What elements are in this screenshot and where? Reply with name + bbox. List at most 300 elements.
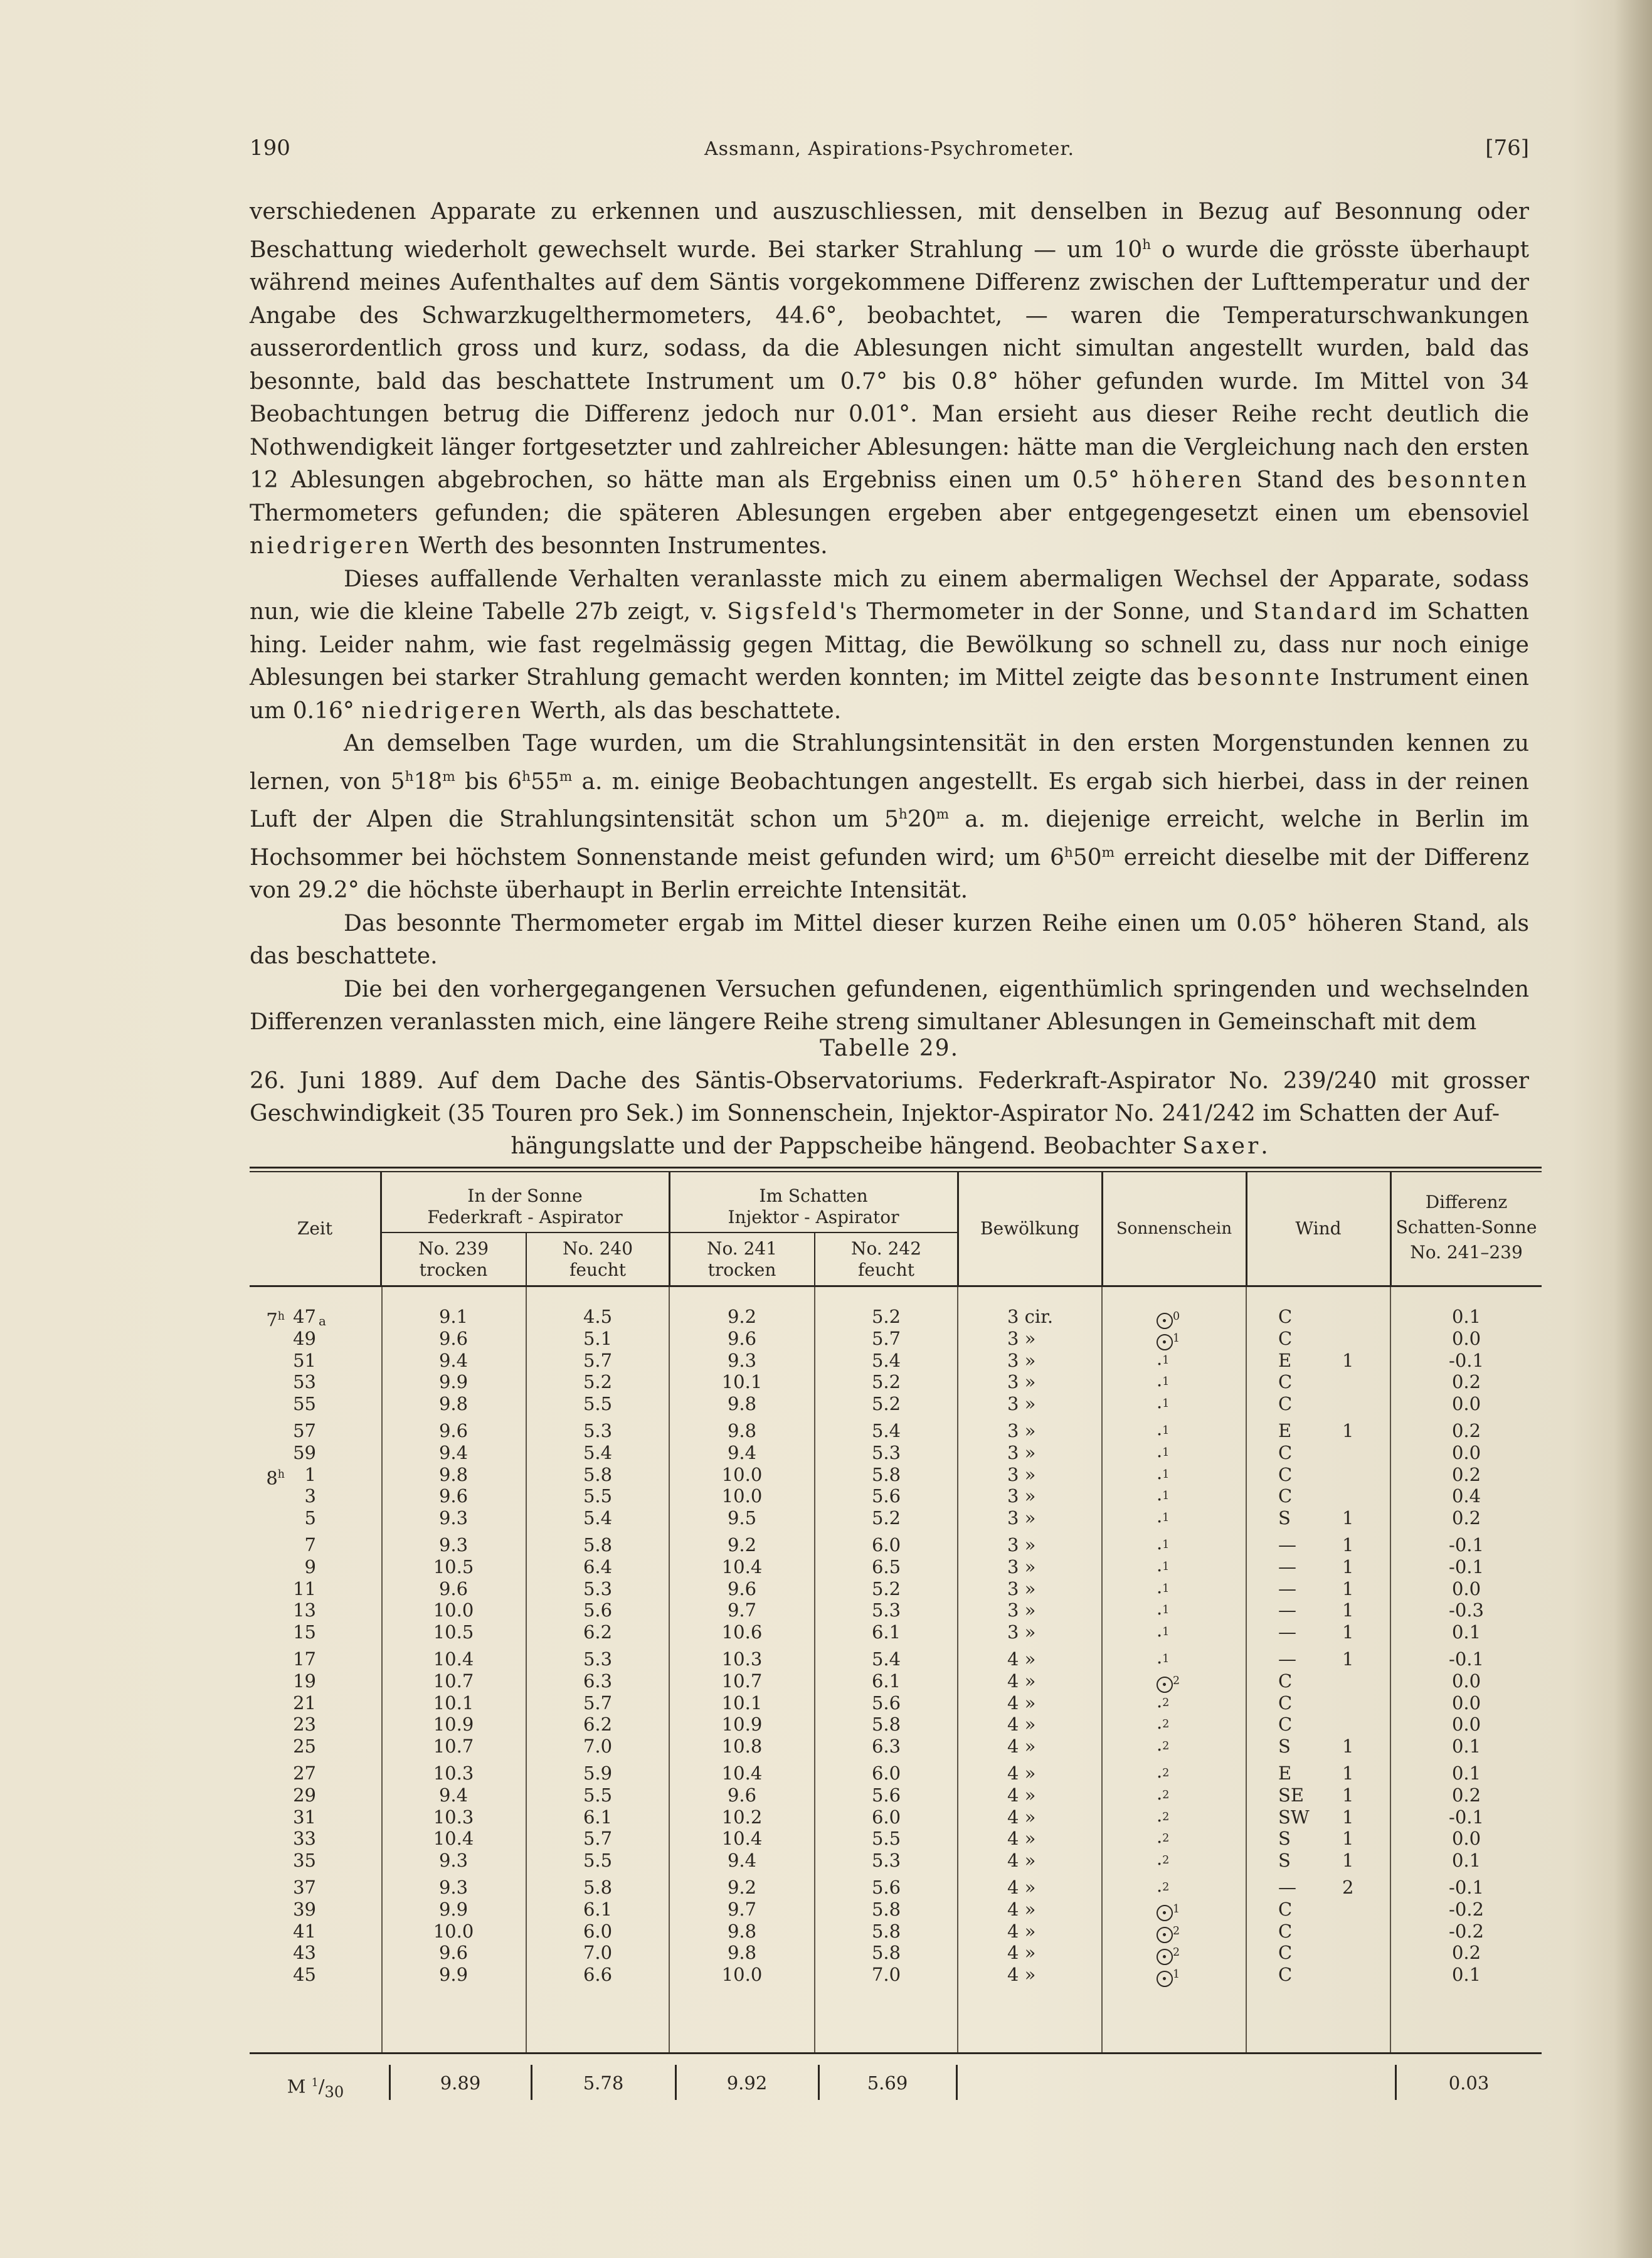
differenz-value: 0.4 [1451, 1485, 1481, 1507]
value-242: 6.3 [871, 1736, 901, 1757]
value-240: 5.4 [583, 1441, 613, 1463]
value-242: 7.0 [871, 1964, 901, 1986]
bewoelkung-value: 4 » [1007, 1714, 1036, 1736]
sonnenschein-value: 2 [1157, 1670, 1232, 1695]
value-239: 9.3 [438, 1507, 469, 1529]
sonnenschein-value: 2 [1157, 1942, 1232, 1967]
value-241: 9.8 [727, 1920, 757, 1942]
value-239: 9.6 [438, 1942, 469, 1964]
value-240: 5.8 [583, 1877, 613, 1898]
bewoelkung-value: 3 cir. [1007, 1306, 1054, 1327]
wind-direction: C [1278, 1898, 1293, 1920]
bewoelkung-value: 4 » [1007, 1762, 1036, 1784]
body-text [250, 196, 1529, 1039]
section-number: [76] [1485, 135, 1529, 161]
value-240: 6.1 [583, 1898, 613, 1920]
value-241: 9.5 [727, 1507, 757, 1529]
value-241: 9.6 [727, 1577, 757, 1599]
value-241: 9.6 [727, 1784, 757, 1806]
value-242: 5.2 [871, 1371, 901, 1393]
value-241: 10.4 [721, 1762, 763, 1784]
sonnenschein-value: ·$^2$ [1157, 1695, 1170, 1717]
value-242: 5.2 [871, 1306, 901, 1327]
value-240: 6.2 [583, 1621, 613, 1643]
value-239: 10.5 [433, 1556, 474, 1577]
col-schatten-sub: Injektor - Aspirator [728, 1207, 899, 1227]
wind-direction: C [1278, 1306, 1293, 1327]
value-241: 10.7 [721, 1670, 763, 1692]
paragraph: Die bei den vorhergegangenen Versuchen gefundenen, eigenthümlich springenden und wechselnden Differenzen veranlassten mich, eine längere Reihe streng simultaner Ablesungen in Gemeinschaft mit dem [250, 976, 1529, 1035]
col-differenz-sub2: No. 241–239 [1410, 1242, 1523, 1263]
value-239: 10.5 [433, 1621, 474, 1643]
time-minute: 43 [293, 1942, 316, 1964]
value-242: 5.4 [871, 1349, 901, 1371]
differenz-value: 0.2 [1451, 1463, 1481, 1485]
value-241: 9.8 [727, 1942, 757, 1964]
value-242: 6.0 [871, 1762, 901, 1784]
wind-force: 1 [1342, 1828, 1354, 1850]
differenz-value: -0.1 [1449, 1556, 1484, 1577]
differenz-value: -0.1 [1449, 1806, 1484, 1828]
value-240: 5.3 [583, 1648, 613, 1670]
sonnenschein-value: ·$^1$ [1157, 1625, 1170, 1646]
value-240: 4.5 [583, 1306, 613, 1327]
book-spine-shadow [1614, 0, 1652, 2258]
table-top-rule-2 [250, 1171, 1542, 1172]
wind-direction: C [1278, 1441, 1293, 1463]
value-241: 9.7 [727, 1898, 757, 1920]
bewoelkung-value: 4 » [1007, 1920, 1036, 1942]
bewoelkung-value: 4 » [1007, 1692, 1036, 1714]
value-239: 9.8 [438, 1393, 469, 1415]
value-240: 5.7 [583, 1828, 613, 1850]
differenz-value: 0.0 [1451, 1828, 1481, 1850]
wind-force: 1 [1342, 1420, 1354, 1441]
value-242: 5.3 [871, 1850, 901, 1872]
sonnenschein-value: ·$^2$ [1157, 1853, 1170, 1875]
value-239: 9.8 [438, 1463, 469, 1485]
value-240: 6.2 [583, 1714, 613, 1736]
value-242: 5.6 [871, 1692, 901, 1714]
value-239: 10.0 [433, 1920, 474, 1942]
wind-direction: — [1278, 1556, 1296, 1577]
bewoelkung-value: 4 » [1007, 1648, 1036, 1670]
bewoelkung-value: 3 » [1007, 1485, 1036, 1507]
bewoelkung-value: 3 » [1007, 1349, 1036, 1371]
bewoelkung-value: 3 » [1007, 1534, 1036, 1556]
col-239-sub: trocken [419, 1259, 488, 1280]
value-242: 6.1 [871, 1670, 901, 1692]
time-minute: 45 [293, 1964, 316, 1986]
value-241: 9.4 [727, 1850, 757, 1872]
value-241: 10.0 [721, 1964, 763, 1986]
col-242-sub: feucht [858, 1259, 914, 1280]
sonnenschein-value: ·$^1$ [1157, 1396, 1170, 1418]
wind-force: 1 [1342, 1850, 1354, 1872]
sonnenschein-value: 1 [1157, 1899, 1232, 1924]
running-header [250, 135, 1529, 167]
value-240: 5.5 [583, 1784, 613, 1806]
mean-240: 5.78 [583, 2072, 624, 2094]
value-240: 5.4 [583, 1507, 613, 1529]
value-241: 9.2 [727, 1534, 757, 1556]
sun-icon [1157, 1313, 1173, 1329]
value-239: 9.9 [438, 1964, 469, 1986]
value-241: 9.4 [727, 1441, 757, 1463]
col-differenz: Differenz [1425, 1192, 1508, 1212]
wind-direction: C [1278, 1942, 1293, 1964]
time-hour: 7$^h$ [266, 1309, 285, 1331]
time-minute: 25 [293, 1736, 316, 1757]
differenz-value: 0.0 [1451, 1393, 1481, 1415]
wind-force: 1 [1342, 1648, 1354, 1670]
differenz-value: 0.2 [1451, 1942, 1481, 1964]
wind-direction: S [1278, 1850, 1291, 1872]
bewoelkung-value: 3 » [1007, 1327, 1036, 1349]
vrule [1246, 1287, 1247, 2052]
value-240: 5.5 [583, 1485, 613, 1507]
bewoelkung-value: 3 » [1007, 1507, 1036, 1529]
differenz-value: 0.1 [1451, 1964, 1481, 1986]
bewoelkung-value: 4 » [1007, 1850, 1036, 1872]
value-241: 9.2 [727, 1877, 757, 1898]
value-241: 9.3 [727, 1349, 757, 1371]
table-description [250, 1065, 1529, 1163]
wind-direction: S [1278, 1507, 1291, 1529]
sonnenschein-value: ·$^1$ [1157, 1537, 1170, 1559]
differenz-value: 0.2 [1451, 1784, 1481, 1806]
value-242: 5.8 [871, 1920, 901, 1942]
sonnenschein-value: 0 [1157, 1306, 1232, 1331]
sonnenschein-value: ·$^2$ [1157, 1766, 1170, 1788]
wind-direction: — [1278, 1577, 1296, 1599]
value-242: 5.4 [871, 1420, 901, 1441]
sonnenschein-value: ·$^1$ [1157, 1467, 1170, 1489]
paragraph: Das besonnte Thermometer ergab im Mittel dieser kurzen Reihe einen um 0.05° höheren Stand, als das beschattete. [250, 910, 1529, 969]
wind-direction: C [1278, 1692, 1293, 1714]
value-241: 9.8 [727, 1393, 757, 1415]
differenz-value: -0.1 [1449, 1349, 1484, 1371]
wind-direction: C [1278, 1964, 1293, 1986]
value-239: 10.4 [433, 1648, 474, 1670]
value-240: 5.8 [583, 1463, 613, 1485]
time-minute: 15 [293, 1621, 316, 1643]
value-240: 5.9 [583, 1762, 613, 1784]
value-239: 9.4 [438, 1784, 469, 1806]
sonnenschein-value: 1 [1157, 1964, 1232, 1989]
value-240: 5.6 [583, 1599, 613, 1621]
value-241: 10.4 [721, 1828, 763, 1850]
col-241-sub: trocken [707, 1259, 776, 1280]
wind-direction: S [1278, 1736, 1291, 1757]
value-242: 5.2 [871, 1507, 901, 1529]
value-240: 6.3 [583, 1670, 613, 1692]
value-239: 9.9 [438, 1371, 469, 1393]
sonnenschein-value: ·$^1$ [1157, 1375, 1170, 1397]
wind-force: 1 [1342, 1806, 1354, 1828]
col-wind: Wind [1295, 1218, 1342, 1239]
value-240: 6.4 [583, 1556, 613, 1577]
bewoelkung-value: 4 » [1007, 1898, 1036, 1920]
value-241: 9.8 [727, 1420, 757, 1441]
time-minute: 33 [293, 1828, 316, 1850]
wind-direction: SE [1278, 1784, 1305, 1806]
bewoelkung-value: 3 » [1007, 1577, 1036, 1599]
vrule [1101, 1287, 1103, 2052]
sonnenschein-value: 2 [1157, 1921, 1232, 1946]
wind-direction: E [1278, 1762, 1292, 1784]
sonnenschein-value: ·$^1$ [1157, 1510, 1170, 1532]
wind-direction: C [1278, 1463, 1293, 1485]
col-240: No. 240 [562, 1238, 633, 1259]
value-242: 5.5 [871, 1828, 901, 1850]
wind-direction: — [1278, 1599, 1296, 1621]
wind-force: 1 [1342, 1784, 1354, 1806]
time-minute: 29 [293, 1784, 316, 1806]
value-242: 5.8 [871, 1898, 901, 1920]
value-240: 5.2 [583, 1371, 613, 1393]
value-242: 5.8 [871, 1463, 901, 1485]
time-minute: 21 [293, 1692, 316, 1714]
time-minute: 5 [304, 1507, 316, 1529]
value-242: 6.5 [871, 1556, 901, 1577]
value-240: 5.3 [583, 1420, 613, 1441]
time-minute: 31 [293, 1806, 316, 1828]
wind-force: 1 [1342, 1621, 1354, 1643]
sun-icon [1157, 1334, 1173, 1350]
value-241: 10.2 [721, 1806, 763, 1828]
value-239: 10.1 [433, 1692, 474, 1714]
wind-force: 1 [1342, 1599, 1354, 1621]
value-241: 10.1 [721, 1371, 763, 1393]
bewoelkung-value: 3 » [1007, 1463, 1036, 1485]
bewoelkung-value: 3 » [1007, 1441, 1036, 1463]
time-minute: 9 [304, 1556, 316, 1577]
wind-direction: C [1278, 1327, 1293, 1349]
wind-force: 1 [1342, 1507, 1354, 1529]
time-minute: 7 [304, 1534, 316, 1556]
time-minute: 19 [293, 1670, 316, 1692]
time-minute: 3 [304, 1485, 316, 1507]
value-241: 10.0 [721, 1485, 763, 1507]
time-minute: 57 [293, 1420, 316, 1441]
col-differenz-sub: Schatten-Sonne [1395, 1217, 1537, 1238]
col-240-sub: feucht [569, 1259, 626, 1280]
paragraph: verschiedenen Apparate zu erkennen und auszuschliessen, mit denselben in Bezug auf Besonnung oder Beschattung wiederholt gewechselt wurde. Bei starker Strahlung — um 10$^h$ o wurde die grösste überhaupt während meines Aufenthaltes auf dem Säntis vorgekommene Differenz zwischen der Lufttemperatur und der Angabe des Schwarzkugelthermometers, 44.6°, beobachtet, — waren die Temperaturschwankungen ausserordentlich gross und kurz, sodass, da die Ablesungen nicht simultan angestellt wurden, bald das besonnte, bald das beschattete Instrument um 0.7° bis 0.8° höher gefunden wurde. Im Mittel von 34 Beobachtungen betrug die Differenz jedoch nur 0.01°. Man ersieht aus dieser Reihe recht deutlich die Nothwendigkeit länger fortgesetzter und zahlreicher Ablesungen: hätte man die Vergleichung nach den ersten 12 Ablesungen abgebrochen, so hätte man als Ergebniss einen um 0.5° höheren Stand des besonnten Thermometers gefunden; die späteren Ablesungen ergeben aber entgegengesetzt einen um ebensoviel niedrigeren Werth des besonnten Instrumentes. [250, 199, 1529, 559]
wind-direction: C [1278, 1714, 1293, 1736]
sonnenschein-value: ·$^1$ [1157, 1445, 1170, 1467]
bewoelkung-value: 3 » [1007, 1371, 1036, 1393]
value-240: 5.1 [583, 1327, 613, 1349]
sonnenschein-value: ·$^2$ [1157, 1739, 1170, 1761]
value-240: 5.5 [583, 1850, 613, 1872]
time-hour: 8$^h$ [266, 1467, 285, 1489]
value-241: 10.1 [721, 1692, 763, 1714]
table-title: Tabelle 29. [819, 1036, 960, 1061]
value-239: 10.0 [433, 1599, 474, 1621]
table-description-last-line: hängungslatte und der Pappscheibe hängend. Beobachter Saxer. [511, 1133, 1268, 1159]
value-240: 6.0 [583, 1920, 613, 1942]
bewoelkung-value: 4 » [1007, 1877, 1036, 1898]
differenz-value: 0.0 [1451, 1692, 1481, 1714]
value-239: 9.9 [438, 1898, 469, 1920]
differenz-value: 0.0 [1451, 1327, 1481, 1349]
col-sonne-sub: Federkraft - Aspirator [427, 1207, 623, 1227]
value-242: 5.6 [871, 1485, 901, 1507]
value-242: 5.6 [871, 1877, 901, 1898]
bewoelkung-value: 4 » [1007, 1828, 1036, 1850]
value-239: 9.6 [438, 1420, 469, 1441]
differenz-value: -0.2 [1449, 1920, 1484, 1942]
value-242: 6.0 [871, 1806, 901, 1828]
differenz-value: -0.1 [1449, 1648, 1484, 1670]
time-minute: 17 [293, 1648, 316, 1670]
mean-239: 9.89 [440, 2072, 481, 2094]
differenz-value: -0.1 [1449, 1877, 1484, 1898]
col-sonne: In der Sonne [467, 1185, 583, 1206]
col-239: No. 239 [418, 1238, 489, 1259]
sonnenschein-value: ·$^1$ [1157, 1423, 1170, 1445]
value-240: 6.1 [583, 1806, 613, 1828]
time-minute: 55 [293, 1393, 316, 1415]
col-zeit: Zeit [297, 1218, 333, 1239]
value-241: 10.4 [721, 1556, 763, 1577]
value-239: 9.3 [438, 1534, 469, 1556]
value-242: 5.7 [871, 1327, 901, 1349]
col-241: No. 241 [706, 1238, 778, 1259]
col-schatten: Im Schatten [759, 1185, 868, 1206]
sun-icon [1157, 1927, 1173, 1943]
value-239: 9.6 [438, 1327, 469, 1349]
value-242: 5.2 [871, 1577, 901, 1599]
table-caption [250, 1032, 1529, 1163]
sonnenschein-value: ·$^1$ [1157, 1353, 1170, 1375]
value-239: 9.6 [438, 1577, 469, 1599]
value-239: 9.4 [438, 1349, 469, 1371]
value-240: 5.7 [583, 1349, 613, 1371]
wind-direction: — [1278, 1621, 1296, 1643]
time-suffix: a [319, 1313, 326, 1328]
value-242: 5.3 [871, 1599, 901, 1621]
wind-direction: — [1278, 1534, 1296, 1556]
time-minute: 51 [293, 1349, 316, 1371]
bewoelkung-value: 4 » [1007, 1670, 1036, 1692]
value-241: 10.3 [721, 1648, 763, 1670]
value-240: 7.0 [583, 1942, 613, 1964]
wind-direction: C [1278, 1920, 1293, 1942]
sonnenschein-value: ·$^2$ [1157, 1810, 1170, 1831]
differenz-value: 0.2 [1451, 1371, 1481, 1393]
sonnenschein-value: ·$^1$ [1157, 1559, 1170, 1581]
mean-differenz: 0.03 [1448, 2072, 1490, 2094]
time-minute: 1 [304, 1463, 316, 1485]
vrule [957, 1287, 958, 2052]
mean-241: 9.92 [726, 2072, 768, 2094]
value-241: 9.6 [727, 1327, 757, 1349]
table-bottom-rule [250, 2052, 1542, 2054]
value-239: 10.4 [433, 1828, 474, 1850]
bewoelkung-value: 3 » [1007, 1556, 1036, 1577]
value-241: 9.7 [727, 1599, 757, 1621]
value-242: 5.8 [871, 1942, 901, 1964]
time-minute: 27 [293, 1762, 316, 1784]
value-239: 9.1 [438, 1306, 469, 1327]
wind-direction: C [1278, 1371, 1293, 1393]
value-240: 5.8 [583, 1534, 613, 1556]
value-241: 10.8 [721, 1736, 763, 1757]
wind-direction: C [1278, 1485, 1293, 1507]
paragraph: Dieses auffallende Verhalten veranlasste mich zu einem abermaligen Wechsel der Apparate, sodass nun, wie die kleine Tabelle 27b zeigt, v. Sigsfeld's Thermometer in der Sonne, und Standard im Schatten hing. Leider nahm, wie fast regelmässig gegen Mittag, die Bewölkung so schnell zu, dass nur noch einige Ablesungen bei starker Strahlung gemacht werden konnten; im Mittel zeigte das besonnte Instrument einen um 0.16° niedrigeren Werth, als das beschattete. [250, 566, 1529, 724]
value-240: 6.6 [583, 1964, 613, 1986]
wind-direction: E [1278, 1420, 1292, 1441]
value-242: 5.4 [871, 1648, 901, 1670]
wind-force: 2 [1342, 1877, 1354, 1898]
vrule [956, 2065, 958, 2100]
differenz-value: 0.2 [1451, 1507, 1481, 1529]
wind-direction: C [1278, 1670, 1293, 1692]
value-242: 6.0 [871, 1534, 901, 1556]
running-title: Assmann, Aspirations-Psychrometer. [704, 138, 1074, 160]
table-description-text: 26. Juni 1889. Auf dem Dache des Säntis-Observatoriums. Federkraft-Aspirator No. 239/240 mit grosser Geschwindigkeit (35 Touren pro Sek.) im Sonnenschein, Injektor-Aspirator No. 241/242 im Schatten der Auf- [250, 1068, 1529, 1126]
wind-force: 1 [1342, 1577, 1354, 1599]
wind-direction: C [1278, 1393, 1293, 1415]
differenz-value: 0.0 [1451, 1670, 1481, 1692]
time-minute: 49 [293, 1327, 316, 1349]
differenz-value: -0.3 [1449, 1599, 1484, 1621]
mean-label: M $^1/_{30}$ [287, 2075, 344, 2101]
sonnenschein-value: ·$^2$ [1157, 1788, 1170, 1810]
bewoelkung-value: 4 » [1007, 1806, 1036, 1828]
value-239: 9.3 [438, 1877, 469, 1898]
differenz-value: -0.1 [1449, 1534, 1484, 1556]
differenz-value: 0.1 [1451, 1306, 1481, 1327]
value-240: 5.7 [583, 1692, 613, 1714]
differenz-value: 0.1 [1451, 1736, 1481, 1757]
bewoelkung-value: 3 » [1007, 1599, 1036, 1621]
value-241: 10.9 [721, 1714, 763, 1736]
time-minute: 37 [293, 1877, 316, 1898]
value-241: 9.2 [727, 1306, 757, 1327]
page-number: 190 [250, 135, 290, 161]
sonnenschein-value: ·$^1$ [1157, 1603, 1170, 1625]
sonnenschein-value: ·$^1$ [1157, 1581, 1170, 1603]
sonnenschein-value: ·$^2$ [1157, 1831, 1170, 1853]
sun-icon [1157, 1677, 1173, 1693]
bewoelkung-value: 3 » [1007, 1393, 1036, 1415]
bewoelkung-value: 3 » [1007, 1420, 1036, 1441]
value-241: 10.6 [721, 1621, 763, 1643]
wind-force: 1 [1342, 1349, 1354, 1371]
value-241: 10.0 [721, 1463, 763, 1485]
wind-force: 1 [1342, 1556, 1354, 1577]
value-242: 5.8 [871, 1714, 901, 1736]
differenz-value: 0.1 [1451, 1762, 1481, 1784]
bewoelkung-value: 4 » [1007, 1942, 1036, 1964]
wind-direction: SW [1278, 1806, 1310, 1828]
table-top-rule [250, 1167, 1542, 1169]
differenz-value: 0.0 [1451, 1577, 1481, 1599]
sun-icon [1157, 1905, 1173, 1921]
time-minute: 53 [293, 1371, 316, 1393]
value-239: 9.6 [438, 1485, 469, 1507]
value-239: 9.4 [438, 1441, 469, 1463]
sun-icon [1157, 1971, 1173, 1987]
time-minute: 59 [293, 1441, 316, 1463]
value-239: 10.7 [433, 1670, 474, 1692]
sun-icon [1157, 1949, 1173, 1965]
time-minute: 35 [293, 1850, 316, 1872]
time-minute: 39 [293, 1898, 316, 1920]
